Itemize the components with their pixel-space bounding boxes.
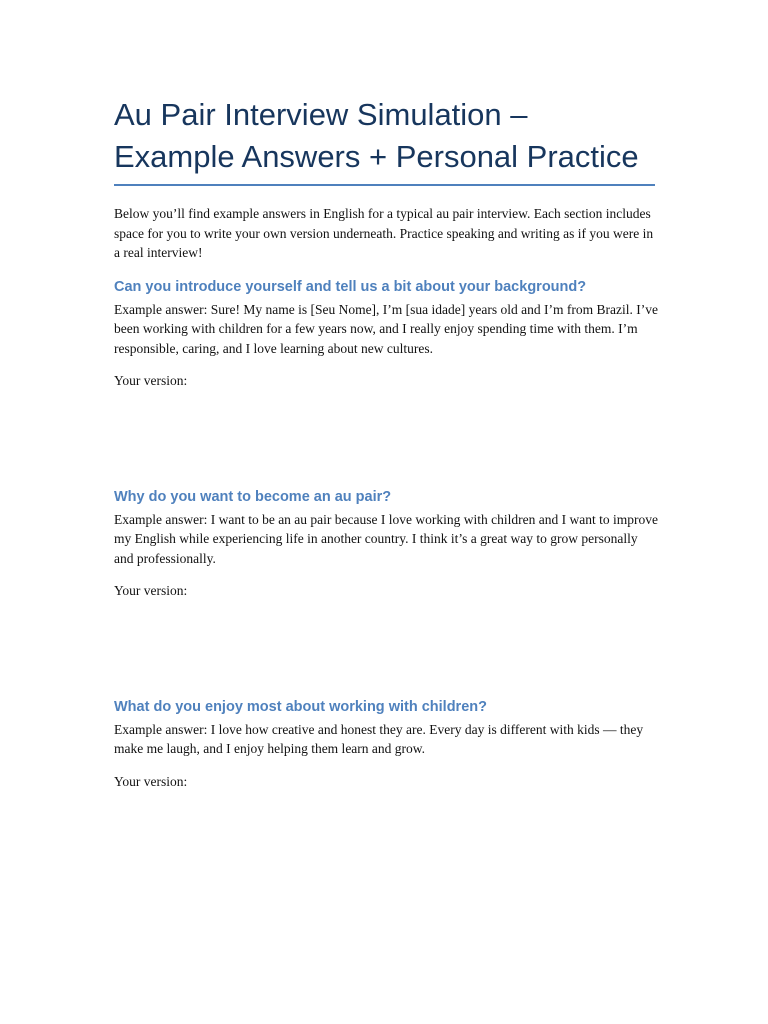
question-heading: What do you enjoy most about working with children? <box>114 698 487 715</box>
your-version-label: Your version: <box>114 583 188 598</box>
question-heading: Can you introduce yourself and tell us a bit about your background? <box>114 278 587 295</box>
question-heading: Why do you want to become an au pair? <box>114 488 392 505</box>
section-2 <box>114 487 658 601</box>
section-3 <box>114 697 654 792</box>
section-1 <box>114 277 658 391</box>
your-version-label: Your version: <box>114 773 188 789</box>
example-answer: Example answer: I want to be an au pair because I love working with children and I want to improve my English while experiencing life in another country. I think it’s a great way to grow personally and professionally. <box>114 511 658 566</box>
example-answer: Example answer: I love how creative and honest they are. Every day is different with kids — they make me laugh, and I enjoy helping them learn and grow. <box>114 721 644 756</box>
example-answer: Example answer: Sure! My name is [Seu Nome], I’m [sua idade] years old and I’m from Brazil. I’ve been working with children for a few years now, and I really enjoy spending time with them. I’m responsible, caring, and I love learning about new cultures. <box>114 301 658 356</box>
page-title: Au Pair Interview Simulation – Example Answers + Personal Practice <box>114 97 639 174</box>
intro-paragraph: Below you’ll find example answers in English for a typical au pair interview. Each section includes space for you to write your own version underneath. Practice speaking and writing as if you were in a real interview! <box>114 206 654 260</box>
title-underline <box>114 184 655 186</box>
your-version-label: Your version: <box>114 373 188 388</box>
